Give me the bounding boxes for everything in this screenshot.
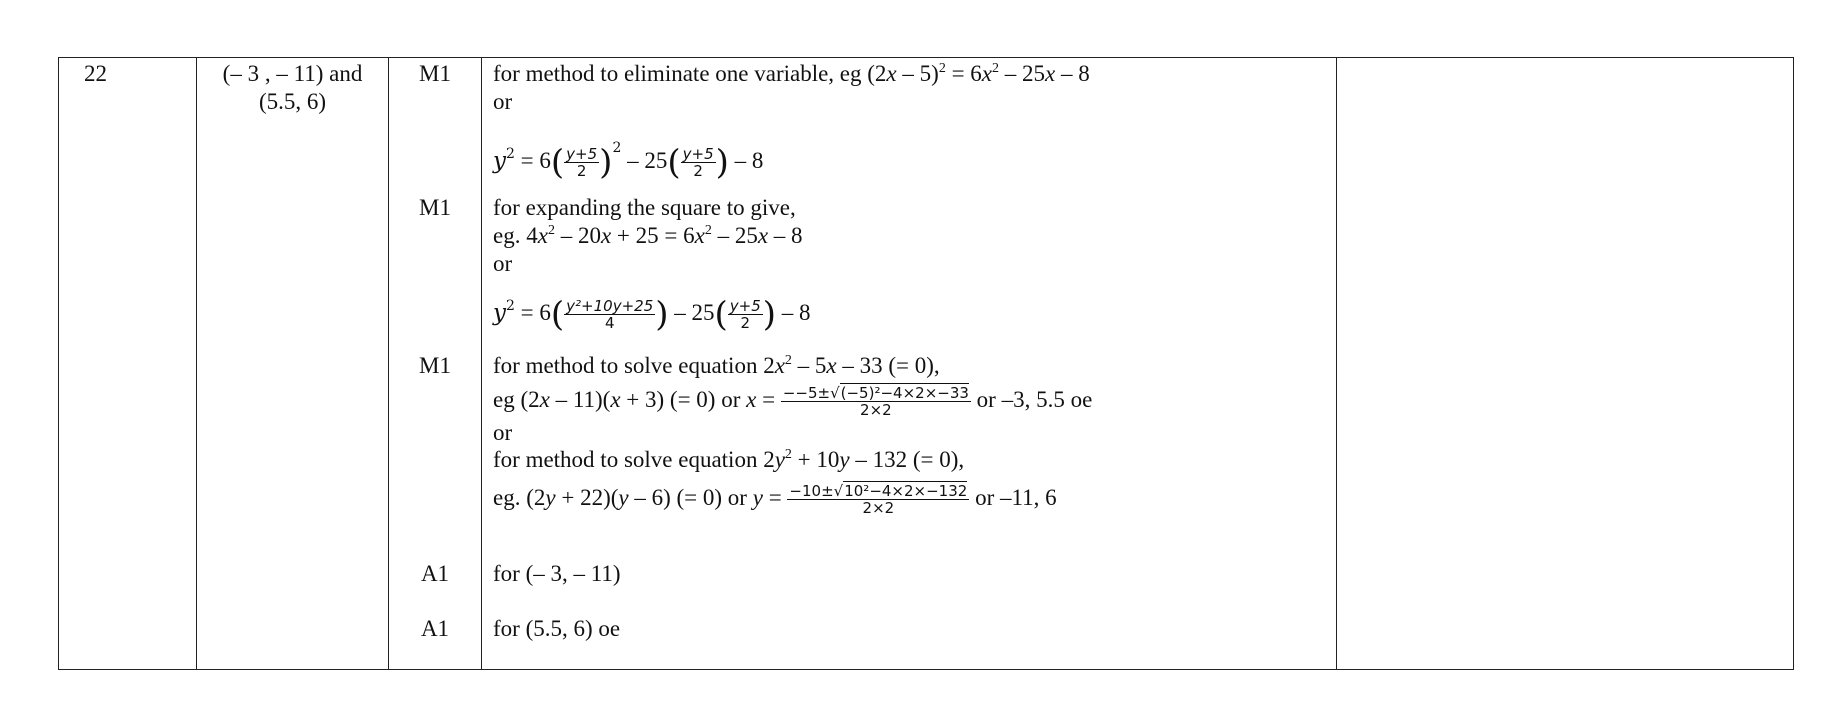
guidance-line: for expanding the square to give, (493, 195, 796, 220)
or-label: or (493, 251, 513, 276)
answer-line-1: (– 3 , – 11) and (222, 61, 363, 86)
equation-line: eg (2x – 11)(x + 3) (= 0) or x = $\frac{\text{−−5±√(−5)²−4×2×−33}}{2\times 2}$ or –3, 5.5 oe (493, 384, 1093, 420)
answer-line-2: (5.5, 6) (258, 89, 327, 114)
mark-label: A1 (420, 616, 450, 641)
equation-line: eg. (2y + 22)(y – 6) (= 0) or y = $\frac{\text{−10±√10²−4×2×−132}}{2\times 2}$ or –11, 6 (493, 482, 1057, 518)
question-number: 22 (84, 61, 107, 86)
equation-line: $y^2 = 6$( $\frac{\text{y²+10y+25}}{4}$ ) – 25( $\frac{y+5}{2}$ ) – 8 (493, 294, 811, 335)
guidance-line: for (5.5, 6) oe (493, 616, 621, 641)
equation-line: $y^2 = 6$( $\frac{y+5}{2}$ )$^2$ – 25( $\frac{y+5}{2}$ ) – 8 (493, 140, 764, 183)
or-label: or (493, 89, 513, 114)
or-label: or (493, 420, 513, 445)
mark-label: M1 (419, 61, 451, 86)
column-divider (196, 58, 197, 669)
guidance-line: for method to solve equation $2x^2 - 5x - 33$ (= 0), (493, 353, 940, 378)
mark-label: M1 (419, 195, 451, 220)
mark-label: A1 (420, 561, 450, 586)
mark-scheme-table (58, 57, 1794, 670)
column-divider (1336, 58, 1337, 669)
column-divider (481, 58, 482, 669)
mark-label: M1 (419, 353, 451, 378)
guidance-line: for method to solve equation $2y^2 + 10y - 132$ (= 0), (493, 447, 965, 472)
guidance-line: for (– 3, – 11) (493, 561, 621, 586)
guidance-line: for method to eliminate one variable, eg $(2x - 5)^2 = 6x^2 - 25x - 8$ (493, 61, 1090, 86)
guidance-line: eg. $4x^2 - 20x + 25 = 6x^2 - 25x - 8$ (493, 223, 803, 248)
